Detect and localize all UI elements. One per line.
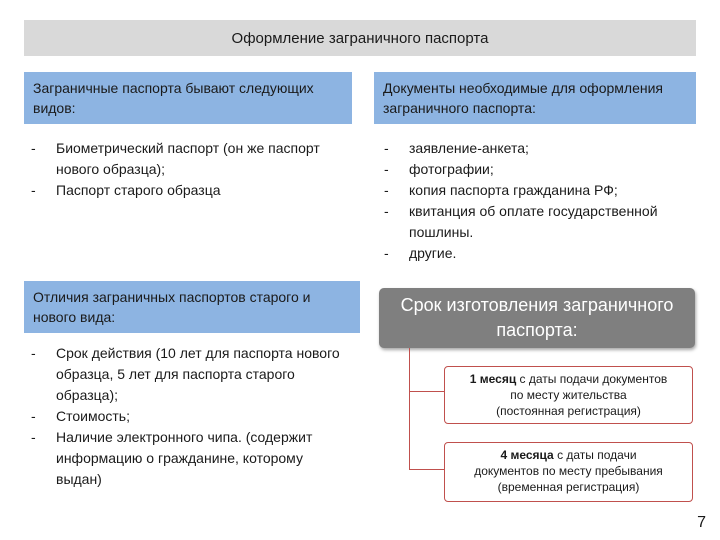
- differences-heading: Отличия заграничных паспортов старого и нового вида:: [24, 281, 360, 333]
- option-text: документов по месту пребывания: [474, 464, 663, 478]
- duration-label: 1 месяц: [469, 372, 517, 386]
- list-item: - Стоимость;: [28, 406, 346, 427]
- list-item: - квитанция об оплате государственной пошлины.: [381, 201, 681, 243]
- option-text: (постоянная регистрация): [496, 404, 641, 418]
- list-item: - фотографии;: [381, 159, 681, 180]
- passport-types-heading: Заграничные паспорта бывают следующих видов:: [24, 72, 352, 124]
- slide-title: [24, 20, 696, 56]
- differences-list: [28, 343, 346, 490]
- option-text: (временная регистрация): [497, 480, 640, 494]
- option-text: по месту жительства: [510, 388, 627, 402]
- option-text: с даты подачи документов: [519, 372, 668, 386]
- connector-branch-line: [409, 391, 444, 392]
- slide-title-text: Оформление заграничного паспорта: [231, 29, 489, 47]
- production-time-callout: Срок изготовления заграничного паспорта:: [379, 288, 695, 348]
- required-documents-list: [381, 138, 681, 264]
- required-documents-heading: Документы необходимые для оформления заграничного паспорта:: [374, 72, 696, 124]
- option-text: с даты подачи: [557, 448, 637, 462]
- production-time-option: [444, 366, 693, 424]
- list-item: - Срок действия (10 лет для паспорта нового образца, 5 лет для паспорта старого образца);: [28, 343, 346, 406]
- page-number: 7: [697, 514, 706, 531]
- list-item: - Наличие электронного чипа. (содержит информацию о гражданине, которому выдан): [28, 427, 346, 490]
- duration-label: 4 месяца: [500, 448, 554, 462]
- passport-types-list: [28, 138, 332, 201]
- production-time-option: [444, 442, 693, 502]
- connector-vertical-line: [409, 348, 410, 470]
- connector-branch-line: [409, 469, 444, 470]
- list-item: - Паспорт старого образца: [28, 180, 332, 201]
- list-item: - Биометрический паспорт (он же паспорт нового образца);: [28, 138, 332, 180]
- list-item: - заявление-анкета;: [381, 138, 681, 159]
- list-item: - другие.: [381, 243, 681, 264]
- list-item: - копия паспорта гражданина РФ;: [381, 180, 681, 201]
